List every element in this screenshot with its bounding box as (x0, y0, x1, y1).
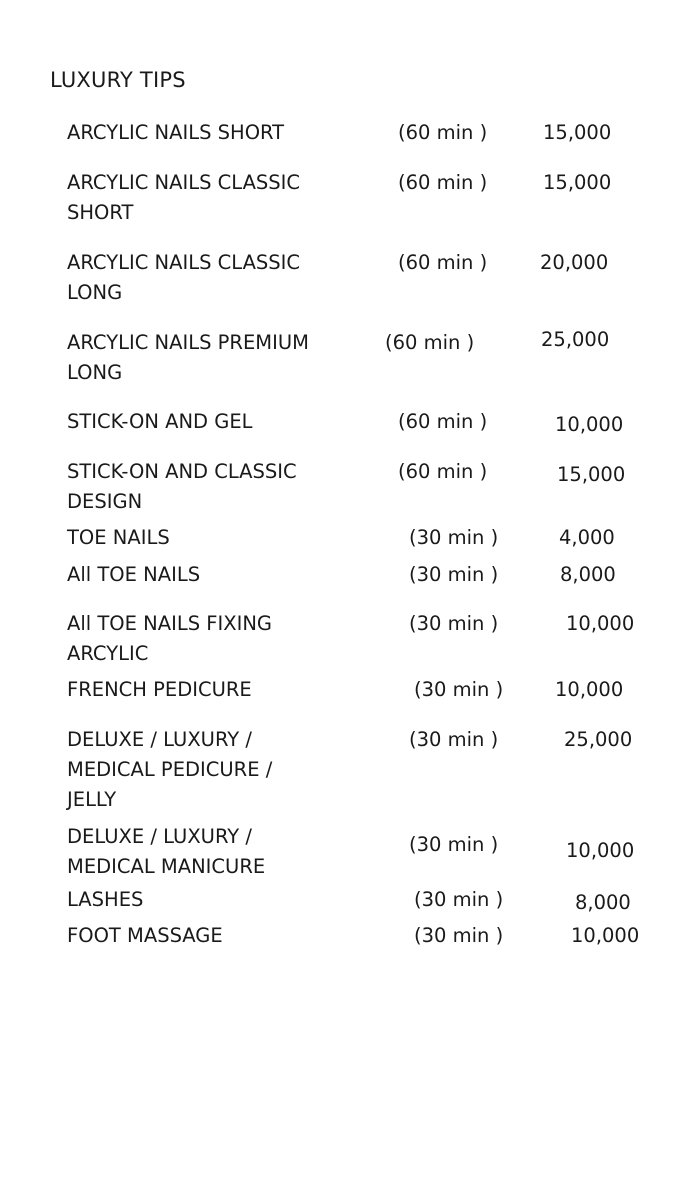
item-name-line: All TOE NAILS FIXING (67, 612, 273, 635)
item-name-line: ARCYLIC (67, 642, 149, 665)
item-name (67, 168, 377, 228)
item-duration: (60 min ) (398, 171, 488, 194)
item-duration: (60 min ) (398, 121, 488, 144)
item-price: 10,000 (571, 924, 640, 947)
item-name-line: DESIGN (67, 490, 143, 513)
item-duration: (30 min ) (409, 563, 499, 586)
item-duration: (30 min ) (414, 678, 504, 701)
item-name (67, 675, 377, 705)
item-name-line: LONG (67, 281, 123, 304)
item-price: 15,000 (543, 171, 612, 194)
item-name-line: SHORT (67, 201, 134, 224)
item-price: 25,000 (564, 728, 633, 751)
item-price: 10,000 (555, 678, 624, 701)
item-name (67, 523, 377, 553)
item-price: 10,000 (555, 413, 624, 436)
item-name-line: LONG (67, 361, 123, 384)
item-name-line: FOOT MASSAGE (67, 924, 223, 947)
item-name-line: ARCYLIC NAILS SHORT (67, 121, 285, 144)
item-name (67, 725, 377, 815)
item-name (67, 609, 377, 669)
item-name (67, 921, 377, 951)
section-title: LUXURY TIPS (50, 68, 186, 92)
item-price: 20,000 (540, 251, 609, 274)
item-name-line: ARCYLIC NAILS CLASSIC (67, 251, 301, 274)
item-duration: (30 min ) (409, 612, 499, 635)
item-name-line: TOE NAILS (67, 526, 170, 549)
item-price: 10,000 (566, 839, 635, 862)
item-name-line: ARCYLIC NAILS CLASSIC (67, 171, 301, 194)
item-name (67, 248, 377, 308)
item-name-line: ARCYLIC NAILS PREMIUM (67, 331, 309, 354)
item-price: 15,000 (557, 463, 626, 486)
item-name (67, 885, 377, 915)
item-duration: (60 min ) (398, 251, 488, 274)
item-name-line: STICK-ON AND GEL (67, 410, 253, 433)
item-name (67, 328, 377, 388)
item-name-line: JELLY (67, 788, 117, 811)
item-name-line: DELUXE / LUXURY / (67, 825, 252, 848)
item-name (67, 560, 377, 590)
item-name-line: DELUXE / LUXURY / (67, 728, 252, 751)
item-duration: (30 min ) (414, 924, 504, 947)
item-price: 8,000 (575, 891, 631, 914)
item-duration: (60 min ) (398, 410, 488, 433)
item-name (67, 118, 377, 148)
item-duration: (30 min ) (414, 888, 504, 911)
item-price: 25,000 (541, 328, 610, 351)
item-price: 8,000 (560, 563, 616, 586)
item-price: 15,000 (543, 121, 612, 144)
item-duration: (30 min ) (409, 728, 499, 751)
item-price: 4,000 (559, 526, 615, 549)
item-duration: (30 min ) (409, 833, 499, 856)
item-duration: (30 min ) (409, 526, 499, 549)
item-price: 10,000 (566, 612, 635, 635)
item-name (67, 457, 377, 517)
item-name-line: MEDICAL MANICURE (67, 855, 266, 878)
item-name-line: LASHES (67, 888, 144, 911)
item-name-line: STICK-ON AND CLASSIC (67, 460, 297, 483)
item-name-line: MEDICAL PEDICURE / (67, 758, 273, 781)
item-name-line: All TOE NAILS (67, 563, 201, 586)
item-name (67, 822, 377, 882)
item-name (67, 407, 377, 437)
item-duration: (60 min ) (398, 460, 488, 483)
item-duration: (60 min ) (385, 331, 475, 354)
item-name-line: FRENCH PEDICURE (67, 678, 252, 701)
